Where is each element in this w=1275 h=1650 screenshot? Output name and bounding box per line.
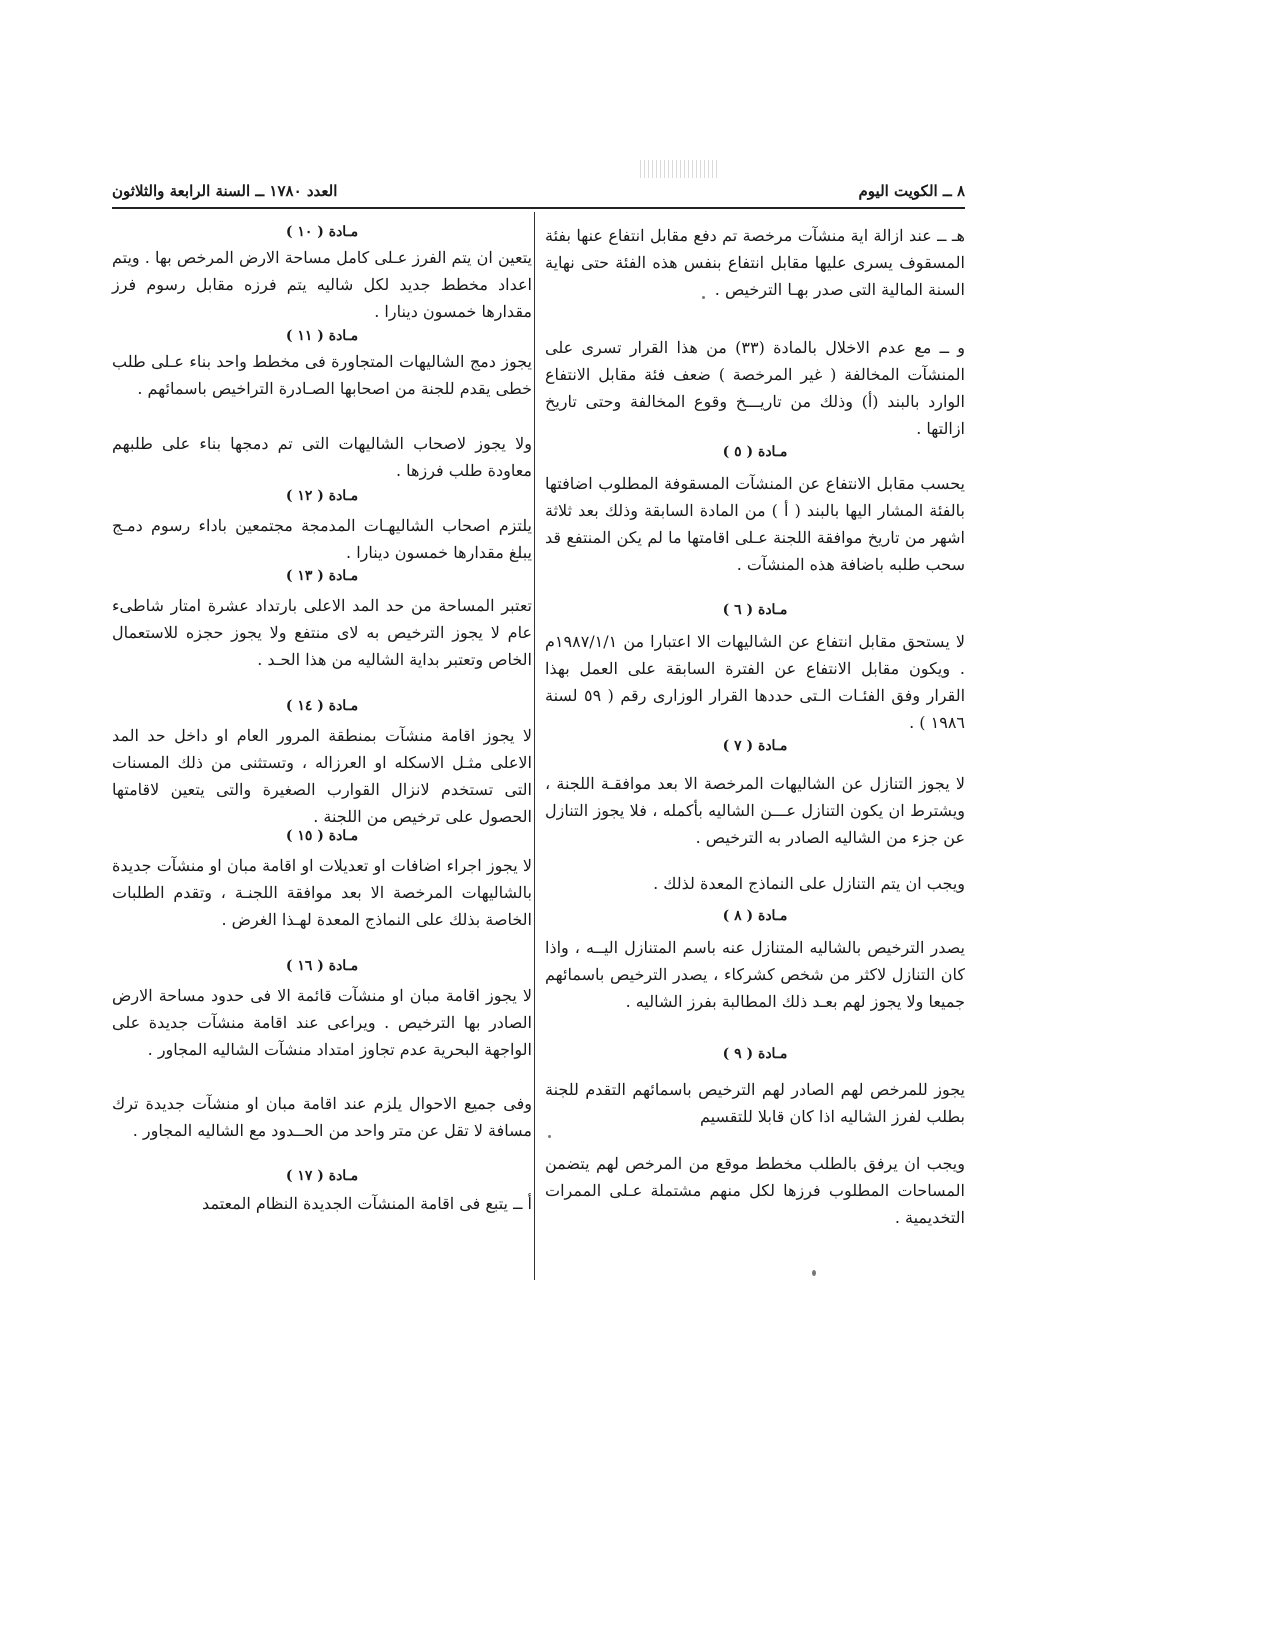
- paragraph: لا يجوز اقامة منشآت بمنطقة المرور العام او داخل حد المد الاعلى مثـل الاسكله او العرزاله ، وتستثنى من ذلك المسنات التى تستخدم لانزال القوارب الصغيرة والتى يتعين لاقامتها الحصول على ترخيص من اللجنة .: [112, 726, 532, 826]
- paragraph: لا يجوز التنازل عن الشاليهات المرخصة الا بعد موافقـة اللجنة ، ويشترط ان يكون التنازل عـــن الشاليه بأكمله ، فلا يجوز التنازل عن جزء من الشاليه الصادر به الترخيص .: [545, 774, 965, 847]
- article-heading: مـادة ( ١٦ ): [285, 958, 359, 974]
- article-heading: مـادة ( ٧ ): [722, 738, 788, 754]
- paragraph: يلتزم اصحاب الشاليهـات المدمجة مجتمعين باداء رسوم دمـج يبلغ مقدارها خمسون دينارا .: [112, 516, 532, 562]
- issue-info: العدد ١٧٨٠ ــ السنة الرابعة والثلاثون: [112, 182, 338, 200]
- paragraph: يصدر الترخيص بالشاليه المتنازل عنه باسم المتنازل اليــه ، واذا كان التنازل لاكثر من شخص كشركاء ، يصدر الترخيص باسمائهم جميعا ولا يجوز لهم بعـد ذلك المطالبة بفرز الشاليه .: [545, 938, 965, 1011]
- paragraph: لا يجوز اقامة مبان او منشآت قائمة الا فى حدود مساحة الارض الصادر بها الترخيص . ويراعى عند اقامة منشآت جديدة على الواجهة البحرية عدم تجاوز امتداد منشآت الشاليه المجاور .: [112, 986, 532, 1059]
- paragraph: هـ ــ عند ازالة اية منشآت مرخصة تم دفع مقابل انتفاع عنها بفئة المسقوف يسرى عليها مقابل انتفاع بنفس هذه الفئة حتى نهاية السنة المالية التى صدر بهـا الترخيص .: [545, 226, 965, 299]
- paragraph: وفى جميع الاحوال يلزم عند اقامة مبان او منشآت جديدة ترك مسافة لا تقل عن متر واحد من الحــدود مع الشاليه المجاور .: [112, 1094, 532, 1140]
- page-header: [112, 178, 965, 204]
- article-heading: مـادة ( ١٥ ): [285, 828, 359, 844]
- article-heading: مـادة ( ٩ ): [722, 1046, 788, 1062]
- paragraph: لا يستحق مقابل انتفاع عن الشاليهات الا اعتبارا من ١٩٨٧/١/١م . ويكون مقابل الانتفاع عن الفترة السابقة على العمل بهذا القرار وفق الفئـات الـتى حددها القرار الوزارى رقم ( ٥٩ لسنة ١٩٨٦ ) .: [545, 632, 966, 732]
- paragraph: يجوز للمرخص لهم الصادر لهم الترخيص باسمائهم التقدم للجنة بطلب لفرز الشاليه اذا كان قابلا للتقسيم: [545, 1080, 965, 1126]
- paragraph: ويجب ان يرفق بالطلب مخطط موقع من المرخص لهم يتضمن المساحات المطلوب فرزها لكل منهم مشتملة عـلى الممرات التخديمية .: [545, 1154, 965, 1227]
- article-heading: مـادة ( ١٣ ): [285, 568, 359, 584]
- scan-speck: [548, 1135, 551, 1138]
- scan-speck: [702, 296, 705, 299]
- paragraph: ولا يجوز لاصحاب الشاليهات التى تم دمجها بناء على طلبهم معاودة طلب فرزها .: [112, 434, 532, 480]
- page-title: ٨ ــ الكويت اليوم: [858, 182, 965, 200]
- article-heading: مـادة ( ١٤ ): [285, 698, 359, 714]
- article-heading: مـادة ( ١٠ ): [285, 224, 359, 240]
- paragraph: أ ــ يتبع فى اقامة المنشآت الجديدة النظام المعتمد: [202, 1194, 532, 1213]
- paragraph: تعتبر المساحة من حد المد الاعلى بارتداد عشرة امتار شاطىء عام لا يجوز الترخيص به لاى منتفع ولا يجوز حجزه للاستعمال الخاص وتعتبر بداية الشاليه من هذا الحـد .: [112, 596, 533, 669]
- article-heading: مـادة ( ٨ ): [722, 908, 788, 924]
- column-divider: [534, 212, 535, 1280]
- paragraph: يتعين ان يتم الفرز عـلى كامل مساحة الارض المرخص بها . ويتم اعداد مخطط جديد لكل شاليه يتم فرزه مقابل رسوم فرز مقدارها خمسون دينارا .: [112, 248, 532, 321]
- scan-smudge: [640, 160, 720, 178]
- header-rule: [112, 207, 965, 209]
- article-heading: مـادة ( ٥ ): [722, 444, 788, 460]
- paragraph: لا يجوز اجراء اضافات او تعديلات او اقامة مبان او منشآت جديدة بالشاليهات المرخصة الا بعد موافقة اللجنـة ، وتقدم الطلبات الخاصة بذلك على النماذج المعدة لهـذا الغرض .: [112, 856, 532, 929]
- scan-speck: [812, 1270, 816, 1276]
- article-heading: مـادة ( ١٢ ): [285, 488, 359, 504]
- article-heading: مـادة ( ٦ ): [722, 602, 788, 618]
- paragraph: يحسب مقابل الانتفاع عن المنشآت المسقوفة المطلوب اضافتها بالفئة المشار اليها بالبند ( أ ) من المادة السابقة وذلك بعد ثلاثة اشهر من تاريخ موافقة اللجنة عـلى اقامتها ما لم يكن المنتفع قد سحب طلبه باضافة هذه المنشآت .: [545, 474, 965, 574]
- article-heading: مـادة ( ١٧ ): [285, 1168, 359, 1184]
- article-heading: مـادة ( ١١ ): [285, 328, 359, 344]
- paragraph: يجوز دمج الشاليهات المتجاورة فى مخطط واحد بناء عـلى طلب خطى يقدم للجنة من اصحابها الصـادرة التراخيص باسمائهم .: [112, 352, 532, 398]
- paragraph: و ــ مع عدم الاخلال بالمادة (٣٣) من هذا القرار تسرى على المنشآت المخالفة ( غير المرخصة ) ضعف فئة مقابل الانتفاع الوارد بالبند (أ) وذلك من تاريـــخ وقوع المخالفة وحتى تاريخ ازالتها .: [545, 338, 966, 438]
- paragraph: ويجب ان يتم التنازل على النماذج المعدة لذلك .: [653, 874, 965, 893]
